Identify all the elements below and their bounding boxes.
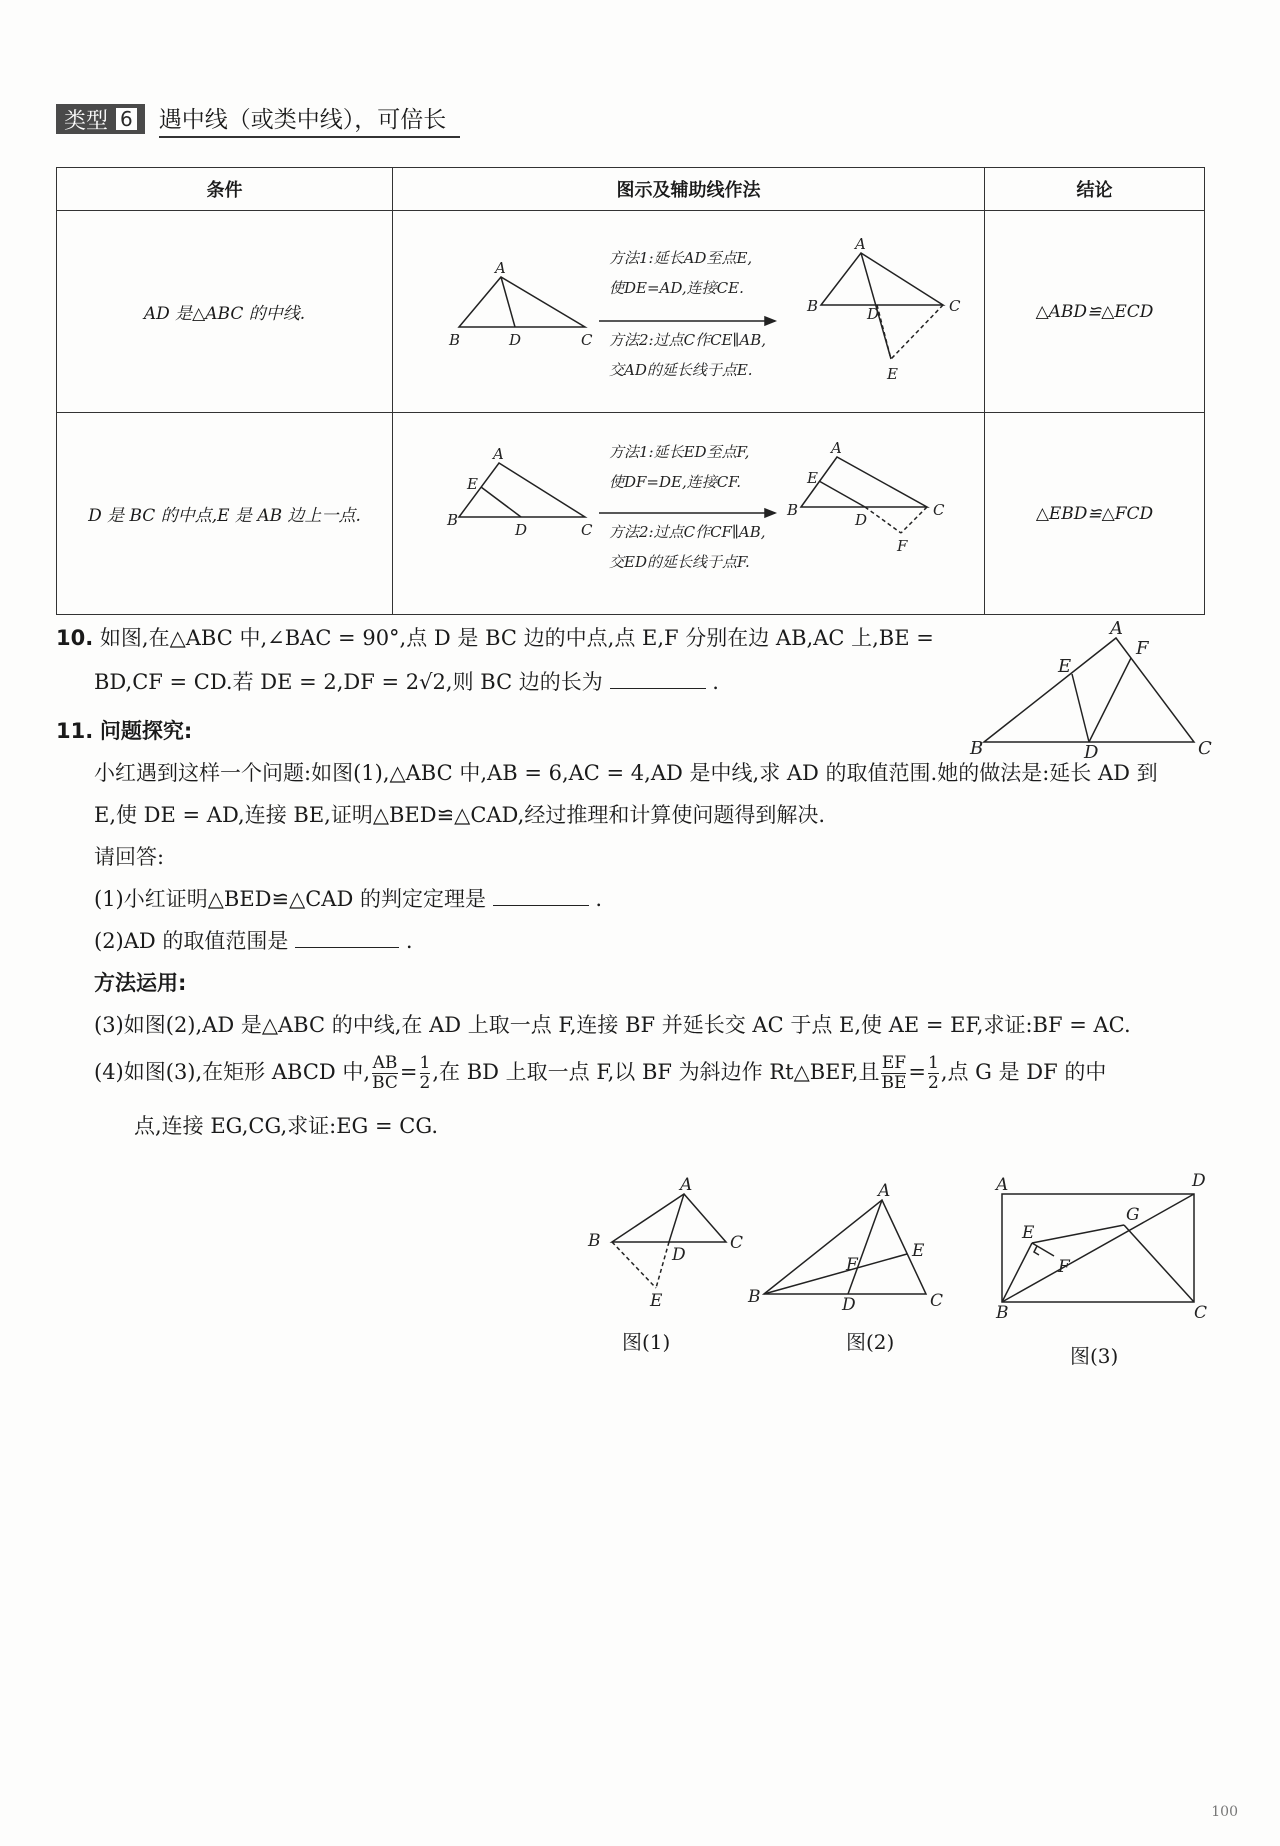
row2-method1-line2: 使DF=DE,连接CF.	[609, 473, 742, 491]
row1-method2-line2: 交AD的延长线于点E.	[609, 361, 753, 379]
q11-sub2-end: .	[405, 929, 413, 953]
q11-heading-line	[56, 716, 1226, 746]
q11-sub1	[56, 884, 1226, 914]
label-b: B	[748, 1287, 761, 1307]
row1-figure	[393, 211, 985, 413]
label-d: D	[672, 1245, 686, 1265]
row1-right-triangle	[821, 253, 943, 305]
equals-sign: =	[399, 1060, 418, 1084]
type-tag-number: 6	[114, 106, 139, 132]
label-d: D	[1192, 1172, 1206, 1191]
label-e: E	[912, 1241, 925, 1261]
q11-para1: 小红遇到这样一个问题:如图(1),△ABC 中,AB = 6,AC = 4,AD 是中线,求 AD 的取值范围.她的做法是:延长 AD 到	[94, 761, 1158, 785]
label-d: D	[855, 511, 868, 529]
label-f: F	[897, 537, 908, 555]
label-a: A	[996, 1175, 1009, 1195]
figure-2-caption: 图(2)	[846, 1330, 895, 1354]
label-c: C	[1198, 738, 1212, 758]
label-e: E	[650, 1291, 663, 1310]
label-e: E	[1058, 656, 1072, 677]
q10-line2	[56, 667, 976, 697]
label-a: A	[493, 445, 504, 463]
fig1-dashed-be	[612, 1242, 656, 1288]
question-10	[56, 623, 976, 697]
frac-numerator: 1	[928, 1053, 939, 1073]
equals-sign: =	[908, 1060, 926, 1084]
label-d: D	[515, 521, 528, 539]
q10-answer-blank[interactable]	[610, 668, 706, 689]
label-b: B	[787, 501, 799, 519]
row2-method2-line1: 方法2:过点C作CF∥AB,	[609, 523, 766, 541]
q10-text-2: BD,CF = CD.若 DE = 2,DF = 2√2,则 BC 边的长为	[94, 670, 603, 694]
label-c: C	[730, 1233, 744, 1253]
q11-sub1-end: .	[595, 887, 603, 911]
q11-para3: 请回答:	[94, 845, 165, 869]
row2-right-ed	[819, 481, 865, 507]
label-e: E	[807, 469, 818, 487]
row1-figure-svg	[393, 211, 985, 407]
q11-sub2-blank[interactable]	[295, 927, 399, 948]
q11-sub4-text-a: (4)如图(3),在矩形 ABCD 中,	[94, 1060, 371, 1084]
label-c: C	[949, 297, 961, 315]
row1-dashed-ce	[891, 305, 943, 359]
frac-denominator: BC	[372, 1073, 398, 1093]
method-table	[56, 167, 1205, 615]
row2-condition: D 是 BC 的中点,E 是 AB 边上一点.	[57, 413, 393, 615]
q11-number: 11.	[56, 719, 94, 743]
fig1-median-ad	[669, 1194, 684, 1242]
figure-1	[584, 1176, 744, 1310]
label-a: A	[831, 439, 842, 457]
label-d: D	[867, 305, 880, 323]
fig2-triangle-abc	[764, 1200, 926, 1294]
row2-figure-svg	[393, 413, 985, 609]
label-c: C	[933, 501, 945, 519]
figure-1-caption: 图(1)	[622, 1330, 671, 1354]
label-e: E	[1022, 1223, 1035, 1243]
q11-sub2	[56, 926, 1226, 956]
frac-numerator: EF	[881, 1053, 907, 1073]
frac-denominator: BE	[881, 1073, 907, 1093]
type-tag	[56, 104, 145, 134]
q10-text-1: 如图,在△ABC 中,∠BAC = 90°,点 D 是 BC 边的中点,点 E,F 分别在边 AB,AC 上,BE =	[99, 626, 934, 650]
header-conclusion: 结论	[985, 168, 1205, 211]
row2-dashed-df	[865, 507, 901, 533]
frac-numerator: 1	[419, 1053, 431, 1073]
label-c: C	[1194, 1303, 1208, 1320]
row2-arrow-head	[765, 509, 775, 517]
page-number: 100	[1211, 1804, 1238, 1820]
frac-denominator: 2	[419, 1073, 431, 1093]
row1-left-triangle	[459, 277, 585, 327]
row1-method1-line1: 方法1:延长AD至点E,	[609, 249, 753, 267]
section-heading	[56, 104, 460, 134]
label-d: D	[1084, 742, 1099, 758]
section-title: 遇中线（或类中线），可倍长	[159, 101, 461, 138]
label-e: E	[467, 475, 478, 493]
q11-heading2: 方法运用:	[94, 971, 187, 995]
q11-sub1-blank[interactable]	[493, 885, 589, 906]
row2-method1-line1: 方法1:延长ED至点F,	[609, 443, 750, 461]
q11-sub4-text-b: ,在 BD 上取一点 F,以 BF 为斜边作 Rt△BEF,且	[432, 1060, 880, 1084]
row2-left-ed	[481, 487, 521, 517]
q10-text-2-end: .	[712, 670, 719, 694]
question-11	[56, 716, 1226, 1141]
fraction-one-half	[928, 1054, 939, 1093]
label-b: B	[449, 331, 461, 349]
type-tag-label: 类型	[64, 108, 109, 134]
frac-denominator: 2	[928, 1073, 939, 1093]
header-condition: 条件	[57, 168, 393, 211]
label-d: D	[842, 1295, 856, 1315]
label-b: B	[970, 738, 984, 758]
label-e: E	[887, 365, 898, 383]
label-c: C	[581, 521, 593, 539]
q11-sub2-text: (2)AD 的取值范围是	[94, 929, 289, 953]
label-d: D	[509, 331, 522, 349]
fig3-segment-gc	[1124, 1225, 1194, 1302]
q10-number: 10.	[56, 626, 94, 650]
label-f: F	[1136, 638, 1149, 659]
fraction-ab-bc	[372, 1054, 398, 1093]
table-header-row	[57, 168, 1205, 211]
label-b: B	[996, 1303, 1009, 1320]
figure-3	[988, 1172, 1212, 1320]
label-c: C	[581, 331, 593, 349]
fig3-diagonal-bd	[1002, 1194, 1194, 1302]
row1-condition: AD 是△ABC 的中线.	[57, 211, 393, 413]
q11-heading: 问题探究:	[99, 719, 193, 743]
table-row	[57, 413, 1205, 615]
label-b: B	[807, 297, 819, 315]
figure-2	[744, 1180, 952, 1316]
row2-figure	[393, 413, 985, 615]
q11-sub4-text-c: ,点 G 是 DF 的中	[940, 1060, 1107, 1084]
row1-method2-line1: 方法2:过点C作CE∥AB,	[609, 331, 767, 349]
fraction-one-half	[420, 1054, 431, 1093]
label-c: C	[930, 1291, 944, 1311]
q10-line1	[56, 623, 976, 653]
label-f: F	[1058, 1257, 1070, 1277]
label-a: A	[1110, 620, 1123, 639]
row2-dashed-cf	[901, 507, 927, 533]
q11-para2: E,使 DE = AD,连接 BE,证明△BED≌△CAD,经过推理和计算使问题得到解决.	[94, 803, 825, 827]
row2-method2-line2: 交ED的延长线于点F.	[609, 553, 750, 571]
fig1-triangle-abc	[612, 1194, 726, 1242]
q11-sub4	[56, 1054, 1226, 1093]
label-b: B	[447, 511, 459, 529]
label-g: G	[1126, 1205, 1140, 1225]
table-row	[57, 211, 1205, 413]
figure-3-caption: 图(3)	[1070, 1344, 1119, 1368]
label-f: F	[846, 1255, 858, 1275]
row1-conclusion: △ABD≌△ECD	[985, 211, 1205, 413]
fig1-dashed-de	[656, 1242, 669, 1288]
q11-sub3: (3)如图(2),AD 是△ABC 的中线,在 AD 上取一点 F,连接 BF 并延长交 AC 于点 E,使 AE = EF,求证:BF = AC.	[94, 1013, 1131, 1037]
header-figure-method: 图示及辅助线作法	[393, 168, 985, 211]
q11-sub4-line2: 点,连接 EG,CG,求证:EG = CG.	[134, 1114, 439, 1138]
frac-numerator: AB	[372, 1053, 398, 1073]
row1-method1-line2: 使DE=AD,连接CE.	[609, 279, 744, 297]
fraction-ef-be	[881, 1054, 906, 1093]
label-a: A	[680, 1176, 693, 1195]
row1-arrow-head	[765, 317, 775, 325]
label-a: A	[878, 1181, 891, 1201]
label-a: A	[495, 259, 506, 277]
q11-sub1-text: (1)小红证明△BED≌△CAD 的判定定理是	[94, 887, 486, 911]
row2-conclusion: △EBD≌△FCD	[985, 413, 1205, 615]
fig2-segment-be	[764, 1254, 907, 1294]
label-a: A	[855, 235, 866, 253]
label-b: B	[588, 1231, 601, 1251]
